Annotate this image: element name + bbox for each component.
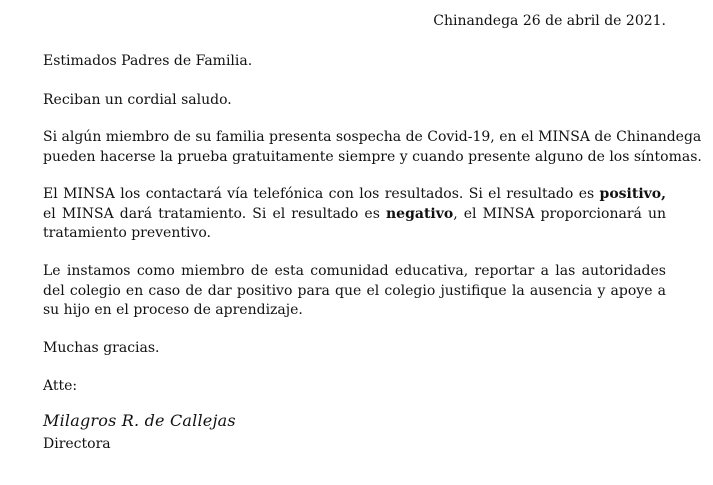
paragraph-covid-testing-line-1: Si algún miembro de su familia presenta sospecha de Covid-19, en el MINSA de Chinandega bbox=[43, 129, 702, 145]
letter-body bbox=[43, 0, 702, 485]
paragraph-results bbox=[43, 185, 666, 244]
signature-name: Milagros R. de Callejas bbox=[43, 411, 236, 430]
positive-word: positivo, bbox=[599, 186, 666, 202]
paragraph-report-request: Le instamos como miembro de esta comunidad educativa, reportar a las autoridades del colegio en caso de dar positivo para que el colegio justifique la ausencia y apoye a su hijo en el proceso de aprendizaje. bbox=[43, 263, 666, 318]
closing-thanks: Muchas gracias. bbox=[43, 340, 160, 356]
paragraph-covid-testing-line-2: pueden hacerse la prueba gratuitamente siempre y cuando presente alguno de los síntomas. bbox=[43, 148, 702, 165]
results-text-part-1: El MINSA los contactará vía telefónica con los resultados. Si el resultado es bbox=[43, 186, 600, 202]
results-text-part-3: , el MINSA proporcionará un tratamiento preventivo. bbox=[43, 205, 666, 241]
greeting: Estimados Padres de Familia. bbox=[43, 53, 253, 69]
closing-atte: Atte: bbox=[43, 378, 78, 394]
salutation: Reciban un cordial saludo. bbox=[43, 92, 232, 108]
signature-title: Directora bbox=[43, 436, 111, 452]
negative-word: negativo bbox=[386, 205, 454, 222]
paragraph-covid-testing bbox=[43, 128, 702, 167]
letter-date: Chinandega 26 de abril de 2021. bbox=[433, 13, 666, 29]
results-text-part-2: el MINSA dará tratamiento. Si el resultado es bbox=[43, 205, 386, 222]
